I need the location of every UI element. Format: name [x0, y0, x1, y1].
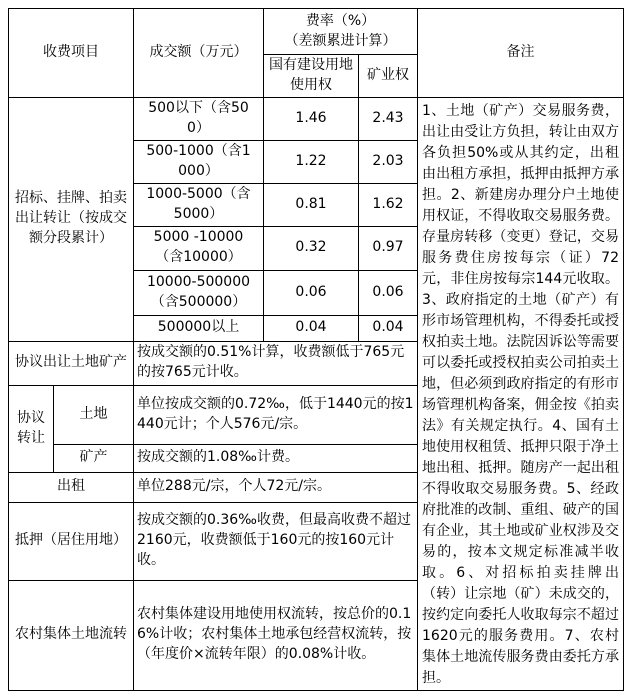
header-rate: [264, 9, 418, 55]
bracket-mining-rate: 0.97: [359, 226, 418, 270]
header-mining-right: 矿业权: [359, 55, 418, 98]
agreement-grant-label: 协议出让土地矿产: [9, 341, 134, 385]
bracket-state-land-rate: 0.81: [264, 183, 359, 226]
mortgage-label: 抵押（居住用地）: [9, 502, 134, 580]
bracket-mining-rate: 2.43: [359, 97, 418, 140]
auction-label: 招标、挂牌、拍卖出让转让（按成交额分段累计）: [9, 97, 134, 341]
lease-label: 出租: [9, 472, 134, 502]
header-rate-subtitle: （差额累进计算）: [284, 32, 397, 49]
rural-label: 农村集体土地流转: [9, 580, 134, 690]
remarks-cell: 1、土地（矿产）交易服务费，出让由受让方负担，转让由双方各负担50%或从其约定，出租由出租方承担，抵押由抵押方承担。2、新建房办理分户土地使用权证，不得收取交易服务费。存量房转移（变更）登记，交易服务费住房按每宗（证）72元，非住房按每宗144元收取。3、政府指定的土地（矿产）有形市场管理机构，不得委托或授权拍卖土地。法院因诉讼等需要可以委托或授权拍卖公司拍卖土地，但必须到政府指定的有形市场管理机构备案，佣金按《拍卖法》有关规定执行。4、国有土地使用权租赁、抵押只限于净土地出租、抵押。随房产一起出租不得收取交易服务费。5、经政府批准的改制、重组、破产的国有企业，其土地或矿业权涉及交易的，按本文规定标准减半收取。6、对招标拍卖挂牌出（转）让宗地（矿）未成交的，按约定向委托人收取每宗不超过1620元的服务费用。7、农村集体土地流传服务费由委托方承担。: [418, 97, 624, 690]
header-amount: 成交额（万元）: [134, 9, 264, 98]
header-rate-title: 费率（%）: [305, 12, 376, 29]
agreement-transfer-label: 协议转让: [9, 385, 54, 472]
bracket-state-land-rate: 0.32: [264, 226, 359, 270]
header-fee-item: 收费项目: [9, 9, 134, 98]
agreement-grant-desc: 按成交额的0.51%计算，收费额低于765元的按765元计收。: [134, 341, 418, 385]
agreement-transfer-land-label: 土地: [54, 385, 134, 444]
bracket-state-land-rate: 1.22: [264, 140, 359, 183]
bracket-range: 500以下（含500）: [134, 97, 264, 140]
rural-desc: 农村集体建设用地使用权流转，按总价的0.16%计收；农村集体土地承包经营权流转，按（年度价×流转年限）的0.08%计收。: [134, 580, 418, 690]
header-state-land-right: 国有建设用地使用权: [264, 55, 359, 98]
bracket-mining-rate: 1.62: [359, 183, 418, 226]
header-row-1: [9, 9, 624, 55]
agreement-transfer-mining-label: 矿产: [54, 444, 134, 472]
agreement-transfer-mining-desc: 按成交额的1.08‰计费。: [134, 444, 418, 472]
bracket-range: 10000-500000（含500000）: [134, 270, 264, 315]
bracket-mining-rate: 0.06: [359, 270, 418, 315]
bracket-state-land-rate: 0.06: [264, 270, 359, 315]
mortgage-desc: 按成交额的0.36‰收费，但最高收费不超过2160元，收费额低于160元的按160元计收。: [134, 502, 418, 580]
bracket-range: 5000 -10000（含10000）: [134, 226, 264, 270]
bracket-range: 1000-5000（含5000）: [134, 183, 264, 226]
lease-desc: 单位288元/宗，个人72元/宗。: [134, 472, 418, 502]
bracket-mining-rate: 0.04: [359, 315, 418, 341]
bracket-range: 500000以上: [134, 315, 264, 341]
bracket-row: [9, 97, 624, 140]
agreement-transfer-land-desc: 单位按成交额的0.72‰，低于1440元的按1440元计；个人576元/宗。: [134, 385, 418, 444]
bracket-mining-rate: 2.03: [359, 140, 418, 183]
bracket-state-land-rate: 1.46: [264, 97, 359, 140]
header-remarks: 备注: [418, 9, 624, 98]
bracket-range: 500-1000（含1000）: [134, 140, 264, 183]
bracket-state-land-rate: 0.04: [264, 315, 359, 341]
fee-table: [8, 8, 624, 691]
